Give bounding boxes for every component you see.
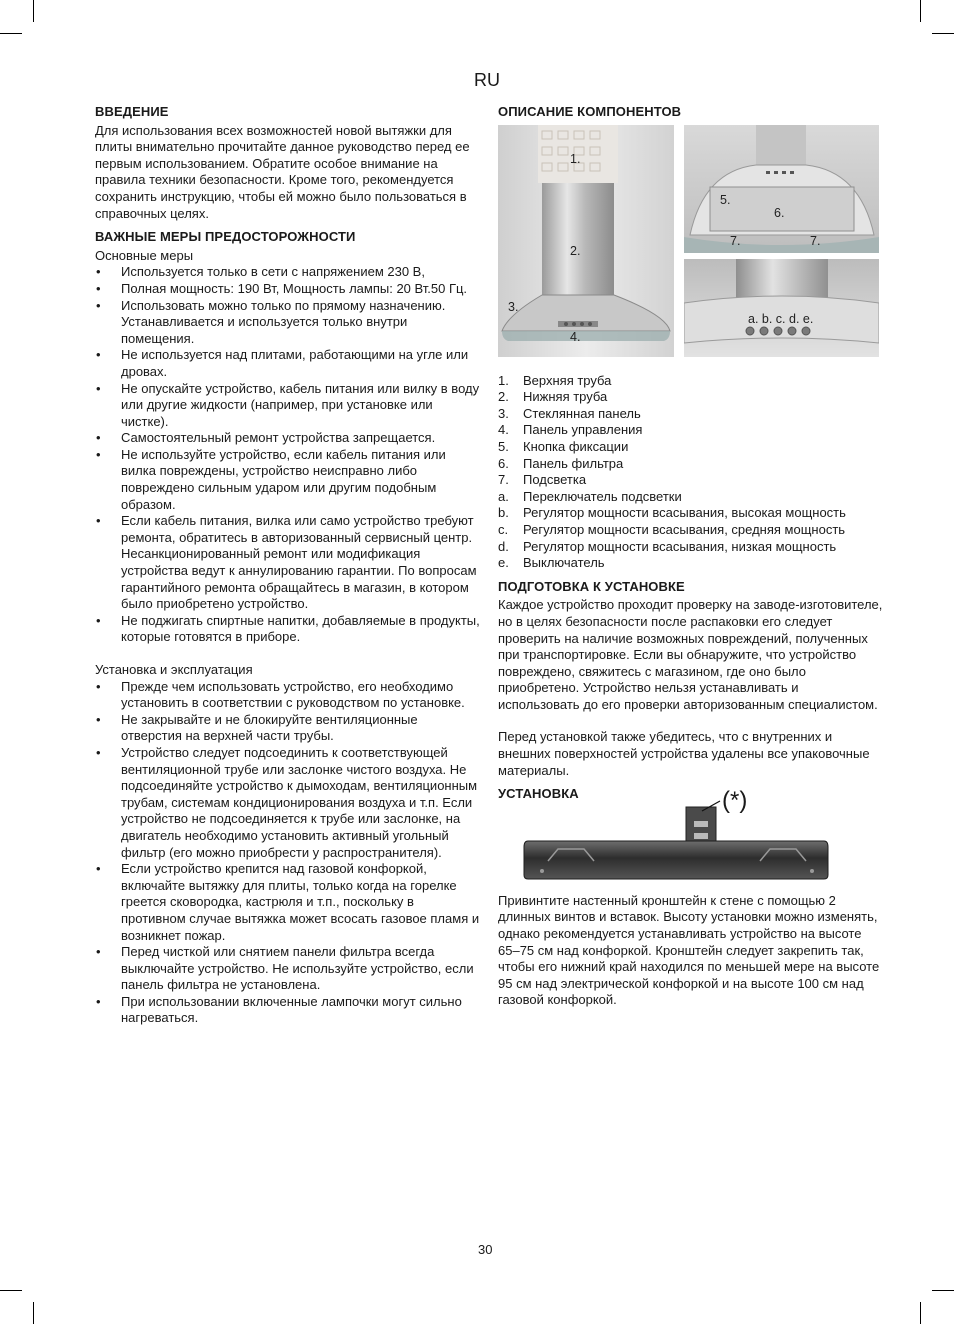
photo-label: 1. (570, 151, 581, 166)
hood-photo (498, 125, 674, 357)
crop-mark (932, 33, 954, 34)
crop-mark (920, 1302, 921, 1324)
list-item: • Использовать можно только по прямому назначению. Устанавливается и используется только внутри помещения. (95, 298, 480, 348)
list-item: • Не опускайте устройство, кабель питания или вилку в воду или другие жидкости (например, при установке или чистке). (95, 381, 480, 431)
list-item: • Используется только в сети с напряжением 230 В, (95, 264, 480, 281)
safety-subtitle-install: Установка и эксплуатация (95, 662, 253, 677)
install-heading: УСТАНОВКА (498, 786, 579, 802)
list-item: 6. Панель фильтра (498, 455, 624, 471)
list-item: • Устройство следует подсоединить к соответствующей вентиляционной трубе или заслонке чистого воздуха. Не подсоединяйте устройство к дымоходам, вентиляционным трубам, системам кондиционирования воздуха и т.п. Если устройство не подсоединяется к трубе или заслонке, на двигатель необходимо установить активный угольный фильтр (его можно приобрести у распространителя). (95, 745, 480, 861)
prep-text-1: Каждое устройство проходит проверку на заводе-изготовителе, но в целях безопасности после распаковки его следует проверить на наличие возможных повреждений, полученных при транспортировке. Если вы обнаружите, что устройство повреждено, свяжитесь с магазином, где оно было приобретено. Устройство нельзя устанавливать и использовать до его проверки авторизованным специалистом. (498, 597, 883, 712)
photo-label: 7. (810, 233, 821, 248)
list-item: • Если устройство крепится над газовой конфоркой, включайте вытяжку для плиты, только когда на горелке греется сковородка, кастрюля и т.п., поскольку в противном случае вытяжка может всосать газовое пламя и возникнет пожар. (95, 861, 480, 944)
safety-basic-list (95, 264, 480, 646)
photo-label: 2. (570, 243, 581, 258)
right-column (498, 104, 883, 1009)
list-item: b. Регулятор мощности всасывания, высокая мощность (498, 505, 846, 521)
list-item: a. Переключатель подсветки (498, 488, 682, 504)
safety-heading: ВАЖНЫЕ МЕРЫ ПРЕДОСТОРОЖНОСТИ (95, 229, 356, 245)
crop-mark (33, 0, 34, 22)
crop-mark (920, 0, 921, 22)
crop-mark (0, 1290, 22, 1291)
photo-label: 7. (730, 233, 741, 248)
photo-label: 5. (720, 192, 731, 207)
left-column (95, 104, 480, 1027)
safety-subtitle-basic: Основные меры (95, 247, 194, 263)
components-list (498, 373, 883, 572)
intro-heading: ВВЕДЕНИЕ (95, 104, 169, 119)
photo-label: 4. (570, 329, 581, 344)
page-number: 30 (478, 1242, 493, 1257)
crop-mark (932, 1290, 954, 1291)
install-text: Привинтите настенный кронштейн к стене с помощью 2 длинных винтов и вставок. Высоту установки можно изменять, однако рекомендуется устанавливать устройство на высоте 65–75 см над конфоркой. Кронштейн следует закрепить так, чтобы его нижний край находился по меньшей мере на высоте 95 см над электрической конфоркой и на высоте 100 см над газовой конфоркой. (498, 892, 880, 1008)
list-item: d. Регулятор мощности всасывания, низкая мощность (498, 538, 837, 554)
list-item: c. Регулятор мощности всасывания, средняя мощность (498, 521, 846, 537)
bracket-illustration (498, 786, 883, 887)
crop-mark (33, 1302, 34, 1324)
prep-heading: ПОДГОТОВКА К УСТАНОВКЕ (498, 578, 685, 594)
list-item: 1. Верхняя труба (498, 372, 612, 388)
list-item: 5. Кнопка фиксации (498, 438, 629, 454)
list-item: • Перед чисткой или снятием панели фильтра всегда выключайте устройство. Не используйте устройство, если панель фильтра не установлена. (95, 944, 480, 994)
photo-label: 6. (774, 205, 785, 220)
list-item: • Полная мощность: 190 Вт, Мощность лампы: 20 Вт.50 Гц. (95, 281, 480, 298)
list-item: • Если кабель питания, вилка или само устройство требуют ремонта, обратитесь в авторизованный сервисный центр. Несанкционированный ремонт или модификация устройства ведут к аннулированию гарантии. По вопросам гарантийного ремонта обращайтесь в магазин, в котором было приобретено устройство. (95, 513, 480, 613)
wall-bracket-image (498, 791, 883, 887)
prep-text-2: Перед установкой также убедитесь, что с внутренних и внешних поверхностей устройства удалены все упаковочные материалы. (498, 729, 870, 778)
control-panel-photo (684, 259, 879, 357)
list-item: • При использовании включенные лампочки могут сильно нагреваться. (95, 994, 480, 1027)
list-item: 2. Нижняя труба (498, 389, 608, 405)
crop-mark (0, 33, 22, 34)
bracket-callout-mark: (*) (722, 786, 748, 814)
safety-install-list (95, 679, 480, 1027)
components-heading: ОПИСАНИЕ КОМПОНЕНТОВ (498, 104, 682, 119)
photo-label: a. b. c. d. e. (748, 311, 814, 326)
list-item: • Не закрывайте и не блокируйте вентиляционные отверстия на верхней части трубы. (95, 712, 480, 745)
list-item: 3. Стеклянная панель (498, 405, 641, 421)
photo-label: 3. (508, 299, 519, 314)
intro-text: Для использования всех возможностей новой вытяжки для плиты внимательно прочитайте данное руководство перед ее первым использованием. Обратите особое внимание на правила техники безопасности. Кроме того, рекомендуется сохранить инструкцию, чтобы ей можно было пользоваться в справочных целях. (95, 122, 470, 221)
underside-photo (684, 125, 879, 253)
list-item: e. Выключатель (498, 555, 605, 571)
component-photos (498, 125, 883, 361)
list-item: • Самостоятельный ремонт устройства запрещается. (95, 430, 480, 447)
list-item: • Не поджигать спиртные напитки, добавляемые в продукты, которые готовятся в приборе. (95, 613, 480, 646)
list-item: 7. Подсветка (498, 472, 587, 488)
list-item: • Прежде чем использовать устройство, его необходимо установить в соответствии с руководством по установке. (95, 679, 480, 712)
list-item: 4. Панель управления (498, 422, 643, 438)
language-code: RU (474, 70, 500, 90)
list-item: • Не используйте устройство, если кабель питания или вилка повреждены, устройство неисправно либо повреждено сильным ударом или другим подобным образом. (95, 447, 480, 513)
list-item: • Не используется над плитами, работающими на угле или дровах. (95, 347, 480, 380)
